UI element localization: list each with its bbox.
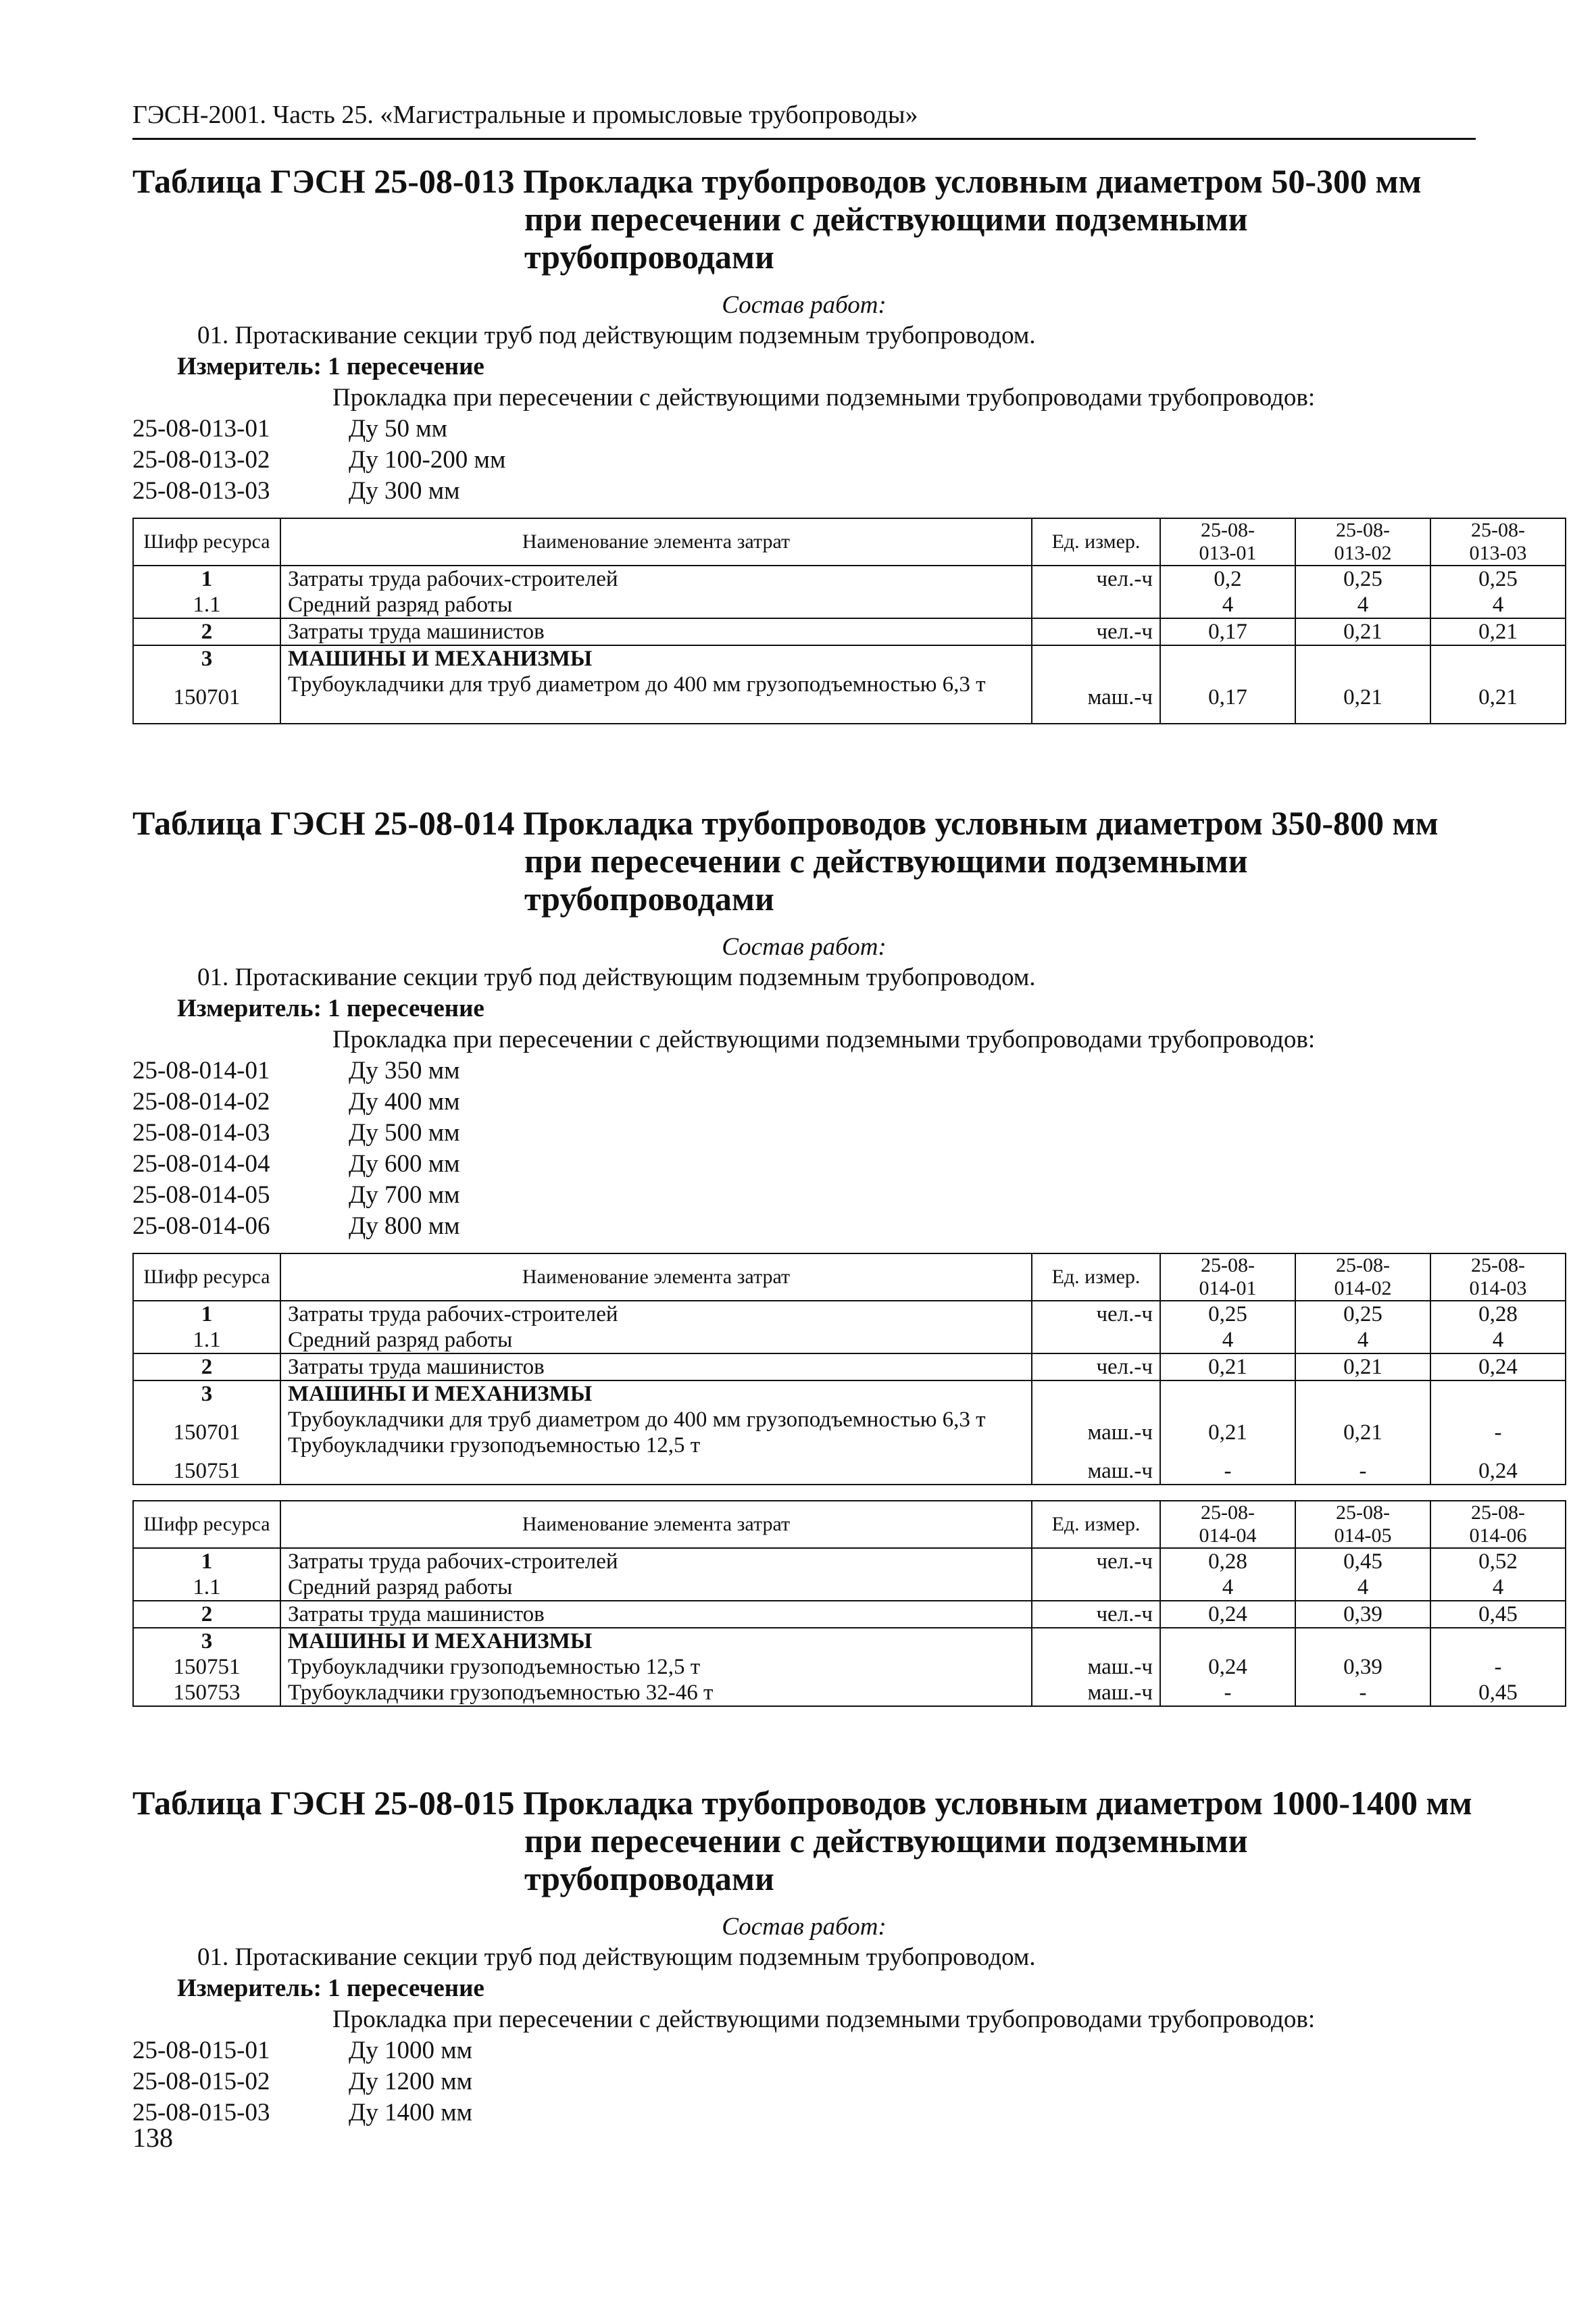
column-header-name: Наименование элемента затрат — [280, 1253, 1032, 1301]
resource-code: 1 — [201, 1302, 213, 1326]
resource-value: 0,39 — [1343, 1655, 1382, 1679]
resource-value: - — [1494, 1655, 1502, 1679]
norm-code: 25-08-015-02 — [132, 2068, 270, 2095]
resource-name: Средний разряд работы — [288, 1328, 513, 1352]
resource-name: Средний разряд работы — [288, 593, 513, 617]
running-header: ГЭСН-2001. Часть 25. «Магистральные и промысловые трубопроводы» — [132, 101, 918, 129]
column-header-code: Шифр ресурса — [133, 518, 280, 566]
resource-value — [1168, 1381, 1288, 1407]
resource-value: 0,28 — [1478, 1302, 1518, 1326]
cell-unit — [1032, 1380, 1160, 1485]
resource-value: 0,21 — [1208, 1355, 1247, 1379]
resource-table — [132, 518, 1566, 724]
resource-value: 0,45 — [1343, 1549, 1382, 1574]
cell-value — [1295, 618, 1430, 645]
table-row — [133, 566, 1566, 618]
resource-code: 150751 — [173, 1459, 241, 1483]
resource-value: 4 — [1357, 1575, 1369, 1599]
work-item: 01. Протаскивание секции труб под действующим подземным трубопроводом. — [197, 964, 1036, 991]
code-list-item — [132, 414, 1476, 445]
resource-name: МАШИНЫ И МЕХАНИЗМЫ — [288, 1382, 593, 1406]
resource-value: 0,17 — [1208, 685, 1247, 710]
cell-value — [1160, 566, 1295, 618]
section-title-line: при пересечении с действующими подземными — [524, 200, 1248, 238]
cell-code — [133, 1380, 280, 1485]
resource-value — [1168, 1628, 1288, 1654]
resource-value — [1303, 646, 1423, 672]
cell-value — [1295, 645, 1430, 724]
code-list-item — [132, 1149, 1476, 1180]
column-header-code: Шифр ресурса — [133, 1501, 280, 1548]
resource-name: Затраты труда рабочих-строителей — [288, 1302, 618, 1326]
resource-unit: чел.-ч — [1096, 620, 1153, 644]
cell-value — [1430, 1601, 1566, 1628]
column-header-norm: 25-08- 013-01 — [1160, 518, 1295, 566]
cell-unit — [1032, 618, 1160, 645]
resource-value: 0,17 — [1208, 620, 1247, 644]
resource-value: 0,25 — [1343, 1302, 1382, 1326]
column-header-code: Шифр ресурса — [133, 1253, 280, 1301]
table-row — [133, 1353, 1566, 1380]
table-header-row — [133, 1501, 1566, 1548]
column-header-norm: 25-08- 014-04 — [1160, 1501, 1295, 1548]
resource-value: 0,28 — [1208, 1549, 1247, 1574]
code-list-item — [132, 2097, 1476, 2129]
resource-value — [1168, 646, 1288, 672]
cell-unit — [1032, 566, 1160, 618]
table-row — [133, 1628, 1566, 1706]
section-title-line: при пересечении с действующими подземными — [524, 1822, 1248, 1860]
cell-unit — [1032, 645, 1160, 724]
column-header-norm: 25-08- 014-02 — [1295, 1253, 1430, 1301]
cell-name — [280, 1628, 1032, 1706]
resource-unit — [1039, 592, 1153, 618]
section-title-line: трубопроводами — [524, 238, 774, 276]
cell-value — [1430, 645, 1566, 724]
resource-value: 0,21 — [1208, 1420, 1247, 1445]
norm-description: Ду 1000 мм — [349, 2037, 473, 2064]
norm-code: 25-08-015-01 — [132, 2037, 270, 2064]
resource-value: - — [1494, 1420, 1502, 1445]
cell-code — [133, 1628, 280, 1706]
cell-unit — [1032, 1301, 1160, 1353]
resource-code: 2 — [201, 1602, 213, 1626]
measure-unit: Измеритель: 1 пересечение — [177, 353, 484, 380]
section-title-line: трубопроводами — [524, 880, 774, 918]
cell-name — [280, 1380, 1032, 1485]
resource-name: Трубоукладчики для труб диаметром до 400 мм грузоподъемностью 6,3 т — [288, 672, 986, 697]
resource-code: 1.1 — [193, 1575, 221, 1599]
section-title — [132, 804, 1476, 918]
cell-unit — [1032, 1628, 1160, 1706]
table-row — [133, 1301, 1566, 1353]
resource-value: - — [1224, 1459, 1232, 1483]
cell-value — [1160, 1628, 1295, 1706]
column-header-norm: 25-08- 014-01 — [1160, 1253, 1295, 1301]
cell-name — [280, 645, 1032, 724]
norm-code: 25-08-014-06 — [132, 1212, 270, 1240]
column-header-unit: Ед. измер. — [1032, 1501, 1160, 1548]
resource-value: 4 — [1492, 593, 1504, 617]
norm-description: Ду 700 мм — [349, 1181, 460, 1209]
composition-label: Состав работ: — [722, 1913, 887, 1941]
norm-code: 25-08-013-01 — [132, 415, 270, 443]
section-title-line: трубопроводами — [524, 1860, 774, 1897]
resource-value: 0,25 — [1478, 567, 1518, 591]
cell-code — [133, 1353, 280, 1380]
resource-unit — [1039, 1327, 1153, 1353]
norm-code: 25-08-014-02 — [132, 1088, 270, 1116]
table-row — [133, 1548, 1566, 1601]
resource-name: Затраты труда машинистов — [288, 1355, 545, 1379]
column-header-norm: 25-08- 014-06 — [1430, 1501, 1566, 1548]
resource-value: 0,21 — [1478, 620, 1518, 644]
resource-unit: чел.-ч — [1096, 1549, 1153, 1574]
work-item: 01. Протаскивание секции труб под действующим подземным трубопроводом. — [197, 322, 1036, 349]
resource-code: 150701 — [173, 1420, 241, 1445]
resource-code: 1.1 — [193, 593, 221, 617]
resource-value: 0,21 — [1343, 620, 1382, 644]
cell-unit — [1032, 1601, 1160, 1628]
resource-name: МАШИНЫ И МЕХАНИЗМЫ — [288, 647, 593, 671]
resource-code: 1 — [201, 1549, 213, 1574]
norm-description: Ду 50 мм — [349, 415, 448, 443]
cell-value — [1430, 1628, 1566, 1706]
resource-value: - — [1224, 1681, 1232, 1705]
code-list-item — [132, 1180, 1476, 1211]
cell-unit — [1032, 1353, 1160, 1380]
resource-value: 0,52 — [1478, 1549, 1518, 1574]
cell-code — [133, 618, 280, 645]
codes-intro: Прокладка при пересечении с действующими подземными трубопроводами трубопроводов: — [332, 384, 1316, 412]
resource-name: Затраты труда машинистов — [288, 1602, 545, 1626]
norm-code: 25-08-015-03 — [132, 2099, 270, 2126]
resource-code: 3 — [201, 647, 213, 671]
resource-unit — [1039, 1628, 1153, 1654]
resource-value: - — [1359, 1681, 1367, 1705]
section-title — [132, 162, 1476, 276]
resource-name: Средний разряд работы — [288, 1575, 513, 1599]
resource-value: 0,39 — [1343, 1602, 1382, 1626]
resource-value — [1303, 1381, 1423, 1407]
code-list-item — [132, 1055, 1476, 1087]
column-header-unit: Ед. измер. — [1032, 1253, 1160, 1301]
cell-value — [1160, 1301, 1295, 1353]
norm-description: Ду 350 мм — [349, 1057, 460, 1085]
cell-value — [1295, 1353, 1430, 1380]
resource-unit: чел.-ч — [1096, 1355, 1153, 1379]
section-title-line: Таблица ГЭСН 25-08-015 Прокладка трубопроводов условным диаметром 1000-1400 мм — [132, 1784, 1472, 1822]
resource-value: 0,21 — [1343, 1420, 1382, 1445]
resource-table — [132, 1500, 1566, 1707]
cell-name — [280, 1301, 1032, 1353]
section-title-line: Таблица ГЭСН 25-08-014 Прокладка трубопроводов условным диаметром 350-800 мм — [132, 804, 1439, 842]
resource-name: Трубоукладчики для труб диаметром до 400 мм грузоподъемностью 6,3 т — [288, 1408, 986, 1432]
resource-code: 3 — [201, 1382, 213, 1406]
resource-unit: маш.-ч — [1087, 1420, 1153, 1445]
resource-value: - — [1359, 1459, 1367, 1483]
resource-value — [1438, 646, 1558, 672]
resource-value: 0,2 — [1214, 567, 1242, 591]
resource-value: 0,21 — [1343, 1355, 1382, 1379]
section-title — [132, 1784, 1476, 1897]
cell-value — [1295, 1301, 1430, 1353]
norm-code: 25-08-014-03 — [132, 1119, 270, 1147]
code-list-item — [132, 2066, 1476, 2097]
resource-code: 1 — [201, 567, 213, 591]
cell-value — [1160, 1353, 1295, 1380]
norm-description: Ду 300 мм — [349, 477, 460, 505]
resource-value: 0,45 — [1478, 1602, 1518, 1626]
resource-name: Трубоукладчики грузоподъемностью 12,5 т — [288, 1655, 701, 1679]
resource-value — [1438, 1628, 1558, 1654]
resource-value: 4 — [1222, 1328, 1234, 1352]
column-header-norm: 25-08- 014-05 — [1295, 1501, 1430, 1548]
resource-value: 0,21 — [1478, 685, 1518, 710]
cell-value — [1295, 1380, 1430, 1485]
norm-description: Ду 600 мм — [349, 1150, 460, 1178]
norm-section — [132, 804, 1527, 1707]
code-list-item — [132, 445, 1476, 476]
resource-unit: маш.-ч — [1087, 685, 1153, 710]
resource-value: 4 — [1222, 1575, 1234, 1599]
norm-description: Ду 1400 мм — [349, 2099, 473, 2126]
resource-value: 0,25 — [1343, 567, 1382, 591]
composition-label: Состав работ: — [722, 291, 887, 319]
table-row — [133, 1380, 1566, 1485]
column-header-name: Наименование элемента затрат — [280, 518, 1032, 566]
norm-description: Ду 400 мм — [349, 1088, 460, 1116]
code-list-item — [132, 1087, 1476, 1118]
resource-unit: маш.-ч — [1087, 1681, 1153, 1705]
resource-unit: чел.-ч — [1096, 1302, 1153, 1326]
table-header-row — [133, 518, 1566, 566]
resource-unit: маш.-ч — [1087, 1655, 1153, 1679]
composition-label: Состав работ: — [722, 933, 887, 961]
cell-value — [1430, 1301, 1566, 1353]
resource-value: 4 — [1222, 593, 1234, 617]
resource-code: 150751 — [173, 1655, 241, 1679]
norm-description: Ду 1200 мм — [349, 2068, 473, 2095]
table-row — [133, 645, 1566, 724]
resource-value: 0,25 — [1208, 1302, 1247, 1326]
resource-code: 150701 — [173, 685, 241, 710]
code-list-item — [132, 476, 1476, 507]
resource-value: 4 — [1492, 1575, 1504, 1599]
cell-value — [1430, 1380, 1566, 1485]
cell-value — [1295, 1628, 1430, 1706]
section-title-line: Таблица ГЭСН 25-08-013 Прокладка трубопроводов условным диаметром 50-300 мм — [132, 162, 1422, 200]
resource-code: 150753 — [173, 1681, 241, 1705]
norm-description: Ду 800 мм — [349, 1212, 460, 1240]
resource-value — [1303, 1628, 1423, 1654]
cell-code — [133, 645, 280, 724]
header-rule — [132, 138, 1476, 140]
code-list — [132, 2035, 1476, 2129]
resource-value: 0,21 — [1343, 685, 1382, 710]
cell-value — [1160, 618, 1295, 645]
norm-description: Ду 500 мм — [349, 1119, 460, 1147]
section-title-line: при пересечении с действующими подземными — [524, 842, 1248, 880]
resource-code: 2 — [201, 620, 213, 644]
resource-value — [1438, 1381, 1558, 1407]
cell-value — [1430, 1548, 1566, 1601]
code-list-item — [132, 1211, 1476, 1242]
resource-table — [132, 1253, 1566, 1485]
page-number: 138 — [132, 2122, 173, 2153]
resource-code: 3 — [201, 1629, 213, 1653]
cell-name — [280, 1548, 1032, 1601]
norm-code: 25-08-014-04 — [132, 1150, 270, 1178]
cell-code — [133, 1601, 280, 1628]
cell-value — [1295, 1601, 1430, 1628]
cell-value — [1430, 566, 1566, 618]
cell-code — [133, 1301, 280, 1353]
resource-value: 0,24 — [1478, 1459, 1518, 1483]
cell-value — [1430, 1353, 1566, 1380]
resource-name: Трубоукладчики грузоподъемностью 12,5 т — [288, 1433, 701, 1458]
cell-name — [280, 566, 1032, 618]
table-row — [133, 618, 1566, 645]
norm-description: Ду 100-200 мм — [349, 446, 506, 474]
norm-section — [132, 162, 1527, 724]
cell-unit — [1032, 1548, 1160, 1601]
resource-name: МАШИНЫ И МЕХАНИЗМЫ — [288, 1629, 593, 1653]
resource-unit: чел.-ч — [1096, 567, 1153, 591]
resource-unit: маш.-ч — [1087, 1459, 1153, 1483]
cell-value — [1430, 618, 1566, 645]
cell-value — [1160, 1548, 1295, 1601]
resource-value: 4 — [1357, 593, 1369, 617]
resource-unit: чел.-ч — [1096, 1602, 1153, 1626]
column-header-unit: Ед. измер. — [1032, 518, 1160, 566]
resource-code: 2 — [201, 1355, 213, 1379]
table-header-row — [133, 1253, 1566, 1301]
resource-code: 1.1 — [193, 1328, 221, 1352]
code-list-item — [132, 1118, 1476, 1149]
resource-unit — [1039, 1381, 1153, 1407]
cell-name — [280, 1353, 1032, 1380]
cell-code — [133, 566, 280, 618]
cell-value — [1160, 1601, 1295, 1628]
cell-name — [280, 618, 1032, 645]
codes-intro: Прокладка при пересечении с действующими подземными трубопроводами трубопроводов: — [332, 1026, 1316, 1053]
resource-unit — [1039, 646, 1153, 672]
code-list — [132, 1055, 1476, 1242]
norm-section — [132, 1784, 1476, 2129]
column-header-norm: 25-08- 013-03 — [1430, 518, 1566, 566]
resource-value: 0,45 — [1478, 1681, 1518, 1705]
cell-value — [1295, 1548, 1430, 1601]
norm-code: 25-08-014-05 — [132, 1181, 270, 1209]
cell-name — [280, 1601, 1032, 1628]
norm-code: 25-08-013-02 — [132, 446, 270, 474]
resource-name: Затраты труда рабочих-строителей — [288, 567, 618, 591]
resource-name: Затраты труда рабочих-строителей — [288, 1549, 618, 1574]
resource-value: 0,24 — [1478, 1355, 1518, 1379]
resource-name: Затраты труда машинистов — [288, 620, 545, 644]
resource-value: 0,24 — [1208, 1602, 1247, 1626]
norm-code: 25-08-014-01 — [132, 1057, 270, 1085]
resource-name: Трубоукладчики грузоподъемностью 32-46 т — [288, 1681, 714, 1705]
codes-intro: Прокладка при пересечении с действующими подземными трубопроводами трубопроводов: — [332, 2006, 1316, 2033]
resource-value: 4 — [1357, 1328, 1369, 1352]
column-header-name: Наименование элемента затрат — [280, 1501, 1032, 1548]
column-header-norm: 25-08- 014-03 — [1430, 1253, 1566, 1301]
code-list-item — [132, 2035, 1476, 2066]
resource-unit — [1039, 1574, 1153, 1600]
column-header-norm: 25-08- 013-02 — [1295, 518, 1430, 566]
resource-value: 0,24 — [1208, 1655, 1247, 1679]
norm-code: 25-08-013-03 — [132, 477, 270, 505]
measure-unit: Измеритель: 1 пересечение — [177, 995, 484, 1022]
resource-value: 4 — [1492, 1328, 1504, 1352]
cell-value — [1160, 1380, 1295, 1485]
cell-value — [1160, 645, 1295, 724]
code-list — [132, 414, 1476, 507]
cell-value — [1295, 566, 1430, 618]
work-item: 01. Протаскивание секции труб под действующим подземным трубопроводом. — [197, 1943, 1036, 1971]
measure-unit: Измеритель: 1 пересечение — [177, 1974, 484, 2002]
table-row — [133, 1601, 1566, 1628]
cell-code — [133, 1548, 280, 1601]
